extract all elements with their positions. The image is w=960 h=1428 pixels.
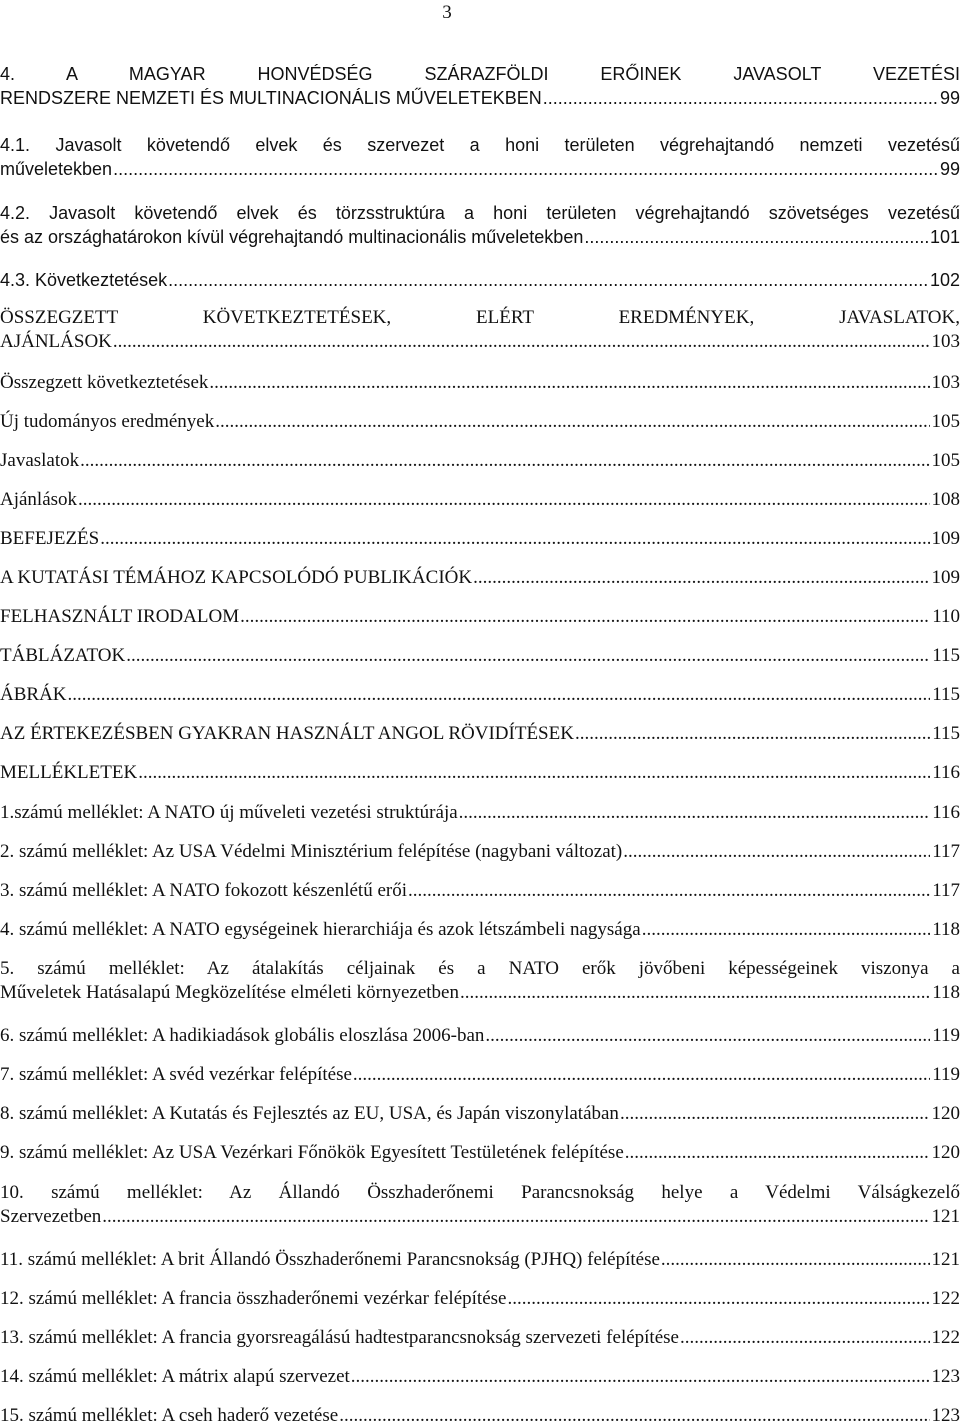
toc-entry-title: BEFEJEZÉS bbox=[0, 527, 99, 551]
toc-entry-title: 6. számú melléklet: A hadikiadások globális eloszlása 2006-ban bbox=[0, 1024, 484, 1048]
toc-entry[interactable] bbox=[0, 683, 960, 707]
toc-entry[interactable] bbox=[0, 1365, 960, 1389]
toc-entry-page-number: 115 bbox=[932, 683, 960, 707]
dot-leader bbox=[113, 330, 930, 354]
toc-entry[interactable] bbox=[0, 1326, 960, 1350]
toc-entry-title: 15. számú melléklet: A cseh haderő vezetése bbox=[0, 1404, 338, 1428]
toc-entry-title: 3. számú melléklet: A NATO fokozott készenlétű erői bbox=[0, 879, 407, 903]
toc-entry[interactable] bbox=[0, 840, 960, 864]
dot-leader bbox=[351, 1365, 930, 1389]
toc-entry[interactable] bbox=[0, 801, 960, 825]
toc-entry[interactable] bbox=[0, 62, 960, 110]
toc-entry-page-number: 121 bbox=[932, 1248, 960, 1272]
dot-leader bbox=[100, 527, 929, 551]
toc-entry-title: Ajánlások bbox=[0, 488, 77, 512]
toc-entry-page-number: 115 bbox=[932, 722, 960, 746]
toc-entry-title-line: ÖSSZEGZETT KÖVETKEZTETÉSEK, ELÉRT EREDMÉNYEK, JAVASLATOK, bbox=[0, 306, 960, 330]
toc-entry-title: Műveletek Hatásalapú Megközelítése elméleti környezetben bbox=[0, 981, 459, 1005]
toc-entry-page-number: 99 bbox=[940, 86, 960, 110]
toc-entry[interactable] bbox=[0, 371, 960, 395]
dot-leader bbox=[460, 981, 930, 1005]
dot-leader bbox=[138, 761, 930, 785]
dot-leader bbox=[339, 1404, 929, 1428]
toc-entry[interactable] bbox=[0, 1181, 960, 1229]
toc-entry[interactable] bbox=[0, 1063, 960, 1087]
toc-entry-page-number: 120 bbox=[932, 1141, 960, 1165]
toc-entry-page-number: 108 bbox=[932, 488, 960, 512]
dot-leader bbox=[642, 918, 931, 942]
dot-leader bbox=[215, 410, 929, 434]
toc-entry[interactable] bbox=[0, 879, 960, 903]
dot-leader bbox=[68, 683, 931, 707]
toc-entry-page-number: 122 bbox=[932, 1326, 960, 1350]
toc-entry-page-number: 116 bbox=[932, 801, 960, 825]
toc-entry-title: Szervezetben bbox=[0, 1205, 101, 1229]
toc-entry-page-number: 119 bbox=[932, 1024, 960, 1048]
toc-entry-page-number: 118 bbox=[932, 981, 960, 1005]
toc-entry-title: RENDSZERE NEMZETI ÉS MULTINACIONÁLIS MŰVELETEKBEN bbox=[0, 86, 542, 110]
toc-entry[interactable] bbox=[0, 1404, 960, 1428]
toc-entry[interactable] bbox=[0, 566, 960, 590]
toc-entry-title-line: 5. számú melléklet: Az átalakítás céljainak és a NATO erők jövőbeni képességeinek viszonya a bbox=[0, 957, 960, 981]
dot-leader bbox=[584, 225, 928, 249]
toc-entry-title: 13. számú melléklet: A francia gyorsreagálású hadtestparancsnokság szervezeti felépítése bbox=[0, 1326, 679, 1350]
toc-entry[interactable] bbox=[0, 1248, 960, 1272]
dot-leader bbox=[459, 801, 931, 825]
toc-entry[interactable] bbox=[0, 918, 960, 942]
toc-entry-page-number: 117 bbox=[932, 840, 960, 864]
toc-entry-page-number: 102 bbox=[930, 268, 960, 292]
toc-entry-title: 14. számú melléklet: A mátrix alapú szervezet bbox=[0, 1365, 350, 1389]
dot-leader bbox=[680, 1326, 930, 1350]
toc-entry-title: 7. számú melléklet: A svéd vezérkar felépítése bbox=[0, 1063, 352, 1087]
toc-entry-page-number: 110 bbox=[932, 605, 960, 629]
toc-entry[interactable] bbox=[0, 1141, 960, 1165]
toc-entry-title: MELLÉKLETEK bbox=[0, 761, 137, 785]
dot-leader bbox=[209, 371, 929, 395]
toc-entry-title-line: 10. számú melléklet: Az Állandó Összhaderőnemi Parancsnokság helye a Védelmi Válságkezelő bbox=[0, 1181, 960, 1205]
toc-entry[interactable] bbox=[0, 488, 960, 512]
toc-entry-title: 11. számú melléklet: A brit Állandó Összhaderőnemi Parancsnokság (PJHQ) felépítése bbox=[0, 1248, 660, 1272]
toc-entry-page-number: 105 bbox=[932, 449, 960, 473]
toc-entry[interactable] bbox=[0, 761, 960, 785]
toc-entry[interactable] bbox=[0, 722, 960, 746]
dot-leader bbox=[78, 488, 929, 512]
toc-entry-title: Új tudományos eredmények bbox=[0, 410, 214, 434]
toc-entry-page-number: 103 bbox=[932, 371, 960, 395]
toc-entry-page-number: 105 bbox=[932, 410, 960, 434]
toc-entry[interactable] bbox=[0, 306, 960, 354]
dot-leader bbox=[575, 722, 930, 746]
toc-entry-title: 8. számú melléklet: A Kutatás és Fejlesztés az EU, USA, és Japán viszonylatában bbox=[0, 1102, 619, 1126]
toc-entry[interactable] bbox=[0, 957, 960, 1005]
toc-entry-page-number: 122 bbox=[932, 1287, 960, 1311]
dot-leader bbox=[113, 157, 938, 181]
toc-entry-title: A KUTATÁSI TÉMÁHOZ KAPCSOLÓDÓ PUBLIKÁCIÓK bbox=[0, 566, 472, 590]
toc-entry-page-number: 123 bbox=[932, 1404, 960, 1428]
toc-entry-page-number: 109 bbox=[932, 566, 960, 590]
toc-entry-title: 4. számú melléklet: A NATO egységeinek hierarchiája és azok létszámbeli nagysága bbox=[0, 918, 641, 942]
toc-entry-title: AZ ÉRTEKEZÉSBEN GYAKRAN HASZNÁLT ANGOL RÖVIDÍTÉSEK bbox=[0, 722, 574, 746]
toc-entry-title: FELHASZNÁLT IRODALOM bbox=[0, 605, 239, 629]
toc-entry-title: 12. számú melléklet: A francia összhaderőnemi vezérkar felépítése bbox=[0, 1287, 506, 1311]
toc-entry-page-number: 116 bbox=[932, 761, 960, 785]
toc-entry-title-line: 4. A MAGYAR HONVÉDSÉG SZÁRAZFÖLDI ERŐINEK JAVASOLT VEZETÉSI bbox=[0, 62, 960, 86]
toc-entry[interactable] bbox=[0, 268, 960, 292]
dot-leader bbox=[80, 449, 929, 473]
toc-entry[interactable] bbox=[0, 449, 960, 473]
toc-entry-page-number: 120 bbox=[932, 1102, 960, 1126]
toc-entry[interactable] bbox=[0, 527, 960, 551]
toc-entry[interactable] bbox=[0, 1024, 960, 1048]
toc-entry-title: AJÁNLÁSOK bbox=[0, 330, 112, 354]
toc-entry-page-number: 101 bbox=[930, 225, 960, 249]
toc-entry-page-number: 115 bbox=[932, 644, 960, 668]
toc-entry[interactable] bbox=[0, 605, 960, 629]
toc-entry-title: 9. számú melléklet: Az USA Vezérkari Főnökök Egyesített Testületének felépítése bbox=[0, 1141, 624, 1165]
dot-leader bbox=[240, 605, 930, 629]
dot-leader bbox=[102, 1205, 929, 1229]
dot-leader bbox=[543, 86, 938, 110]
toc-entry-title: ÁBRÁK bbox=[0, 683, 67, 707]
dot-leader bbox=[473, 566, 929, 590]
dot-leader bbox=[126, 644, 930, 668]
toc-entry-page-number: 103 bbox=[932, 330, 960, 354]
dot-leader bbox=[485, 1024, 930, 1048]
dot-leader bbox=[623, 840, 930, 864]
toc-entry-page-number: 121 bbox=[932, 1205, 960, 1229]
toc-entry[interactable] bbox=[0, 410, 960, 434]
toc-entry-title: 4.3. Következtetések bbox=[0, 268, 167, 292]
toc-entry[interactable] bbox=[0, 1102, 960, 1126]
toc-entry-title: 2. számú melléklet: Az USA Védelmi Minisztérium felépítése (nagybani változat) bbox=[0, 840, 622, 864]
toc-entry[interactable] bbox=[0, 201, 960, 249]
toc-entry-title: Összegzett következtetések bbox=[0, 371, 208, 395]
toc-entry-title: 1.számú melléklet: A NATO új műveleti vezetési struktúrája bbox=[0, 801, 458, 825]
dot-leader bbox=[620, 1102, 930, 1126]
toc-entry-title-line: 4.1. Javasolt követendő elvek és szervezet a honi területen végrehajtandó nemzeti vezetésű bbox=[0, 133, 960, 157]
dot-leader bbox=[408, 879, 930, 903]
toc-entry-page-number: 99 bbox=[940, 157, 960, 181]
dot-leader bbox=[625, 1141, 930, 1165]
toc-entry-title: Javaslatok bbox=[0, 449, 79, 473]
toc-entry-page-number: 123 bbox=[932, 1365, 960, 1389]
toc-entry-page-number: 118 bbox=[932, 918, 960, 942]
toc-entry[interactable] bbox=[0, 644, 960, 668]
toc-entry-title: és az országhatárokon kívül végrehajtandó multinacionális műveletekben bbox=[0, 225, 583, 249]
dot-leader bbox=[168, 268, 928, 292]
toc-entry[interactable] bbox=[0, 133, 960, 181]
toc-entry-title-line: 4.2. Javasolt követendő elvek és törzsstruktúra a honi területen végrehajtandó szövetséges vezetésű bbox=[0, 201, 960, 225]
toc-entry-page-number: 119 bbox=[932, 1063, 960, 1087]
toc-entry-title: TÁBLÁZATOK bbox=[0, 644, 125, 668]
page-number: 3 bbox=[437, 2, 457, 24]
dot-leader bbox=[507, 1287, 929, 1311]
toc-entry[interactable] bbox=[0, 1287, 960, 1311]
dot-leader bbox=[661, 1248, 930, 1272]
dot-leader bbox=[353, 1063, 930, 1087]
toc-entry-page-number: 109 bbox=[932, 527, 960, 551]
toc-entry-page-number: 117 bbox=[932, 879, 960, 903]
toc-entry-title: műveletekben bbox=[0, 157, 112, 181]
